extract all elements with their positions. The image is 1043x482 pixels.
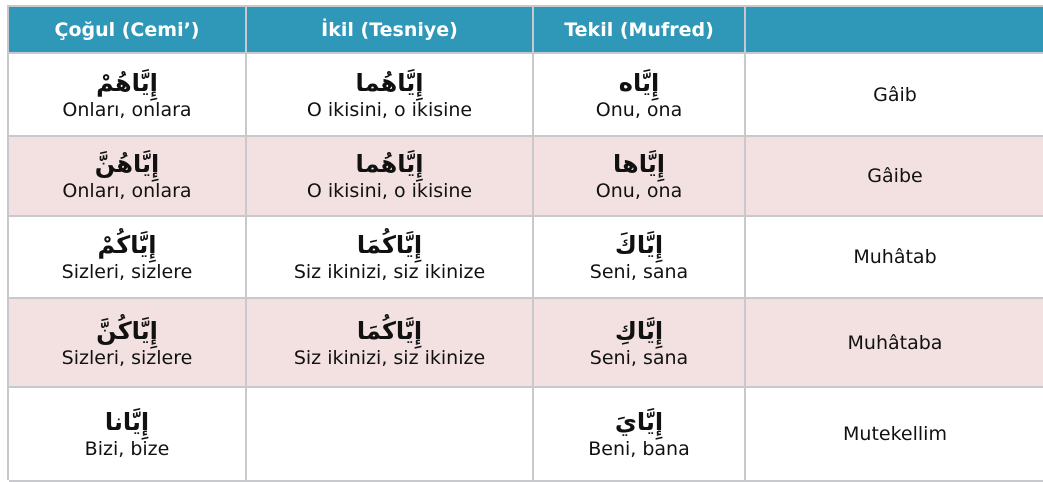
translation-text: Onları, onlara	[62, 180, 192, 202]
cell-plural	[9, 137, 247, 217]
translation-text: Onları, onlara	[62, 98, 192, 121]
header-plural	[9, 7, 247, 54]
cell-person	[746, 217, 1043, 299]
translation-text: Siz ikinizi, siz ikinize	[293, 346, 486, 369]
header-dual-label: İkil (Tesniye)	[321, 18, 458, 41]
header-dual	[247, 7, 534, 54]
person-label: Muhâtab	[853, 246, 937, 268]
arabic-text: إِيَّاهُما	[355, 150, 424, 178]
arabic-text: إِيَّاها	[613, 150, 665, 178]
cell-plural	[9, 54, 247, 137]
arabic-text: إِيَّاه	[618, 68, 660, 97]
translation-text: Bizi, bize	[84, 438, 170, 460]
translation-text: Onu, ona	[595, 180, 683, 202]
arabic-text: إِيَّانا	[104, 408, 150, 436]
arabic-text: إِيَّايَ	[614, 408, 664, 436]
cell-singular	[534, 137, 746, 217]
arabic-text: إِيَّاهُما	[355, 68, 424, 97]
cell-person	[746, 137, 1043, 217]
cell-dual	[247, 137, 534, 217]
arabic-text: إِيَّاكُمْ	[97, 231, 157, 259]
arabic-text: إِيَّاكُمَا	[356, 231, 423, 259]
translation-text: Siz ikinizi, siz ikinize	[293, 261, 486, 283]
cell-dual	[247, 217, 534, 299]
person-label: Gâib	[873, 83, 917, 106]
arabic-text: إِيَّاكُنَّ	[96, 316, 158, 345]
translation-text: Seni, sana	[589, 346, 689, 369]
cell-person	[746, 388, 1043, 482]
arabic-text: إِيَّاهُمْ	[96, 68, 158, 97]
translation-text: Beni, bana	[588, 438, 690, 460]
cell-person	[746, 54, 1043, 137]
cell-singular	[534, 388, 746, 482]
person-label: Gâibe	[867, 165, 923, 187]
cell-plural	[9, 299, 247, 388]
person-label: Muhâtaba	[847, 331, 943, 354]
cell-dual	[247, 299, 534, 388]
translation-text: Sizleri, sizlere	[61, 346, 193, 369]
translation-text: Onu, ona	[595, 98, 683, 121]
cell-singular	[534, 217, 746, 299]
cell-dual	[247, 54, 534, 137]
header-singular-label: Tekil (Mufred)	[564, 18, 714, 41]
arabic-text: إِيَّاكَ	[614, 231, 664, 259]
header-plural-label: Çoğul (Cemi’)	[54, 18, 200, 41]
header-singular	[534, 7, 746, 54]
translation-text: Seni, sana	[589, 261, 689, 283]
translation-text: O ikisini, o ikisine	[306, 98, 473, 121]
cell-singular	[534, 54, 746, 137]
pronoun-table	[7, 5, 1043, 480]
person-label: Mutekellim	[843, 423, 947, 445]
arabic-text: إِيَّاهُنَّ	[94, 150, 160, 178]
arabic-text: إِيَّاكِ	[614, 316, 664, 345]
cell-plural	[9, 217, 247, 299]
cell-plural	[9, 388, 247, 482]
translation-text: Sizleri, sizlere	[61, 261, 193, 283]
translation-text: O ikisini, o ikisine	[306, 180, 473, 202]
arabic-text: إِيَّاكُمَا	[356, 316, 423, 345]
cell-dual	[247, 388, 534, 482]
cell-person	[746, 299, 1043, 388]
header-person	[746, 7, 1043, 54]
cell-singular	[534, 299, 746, 388]
